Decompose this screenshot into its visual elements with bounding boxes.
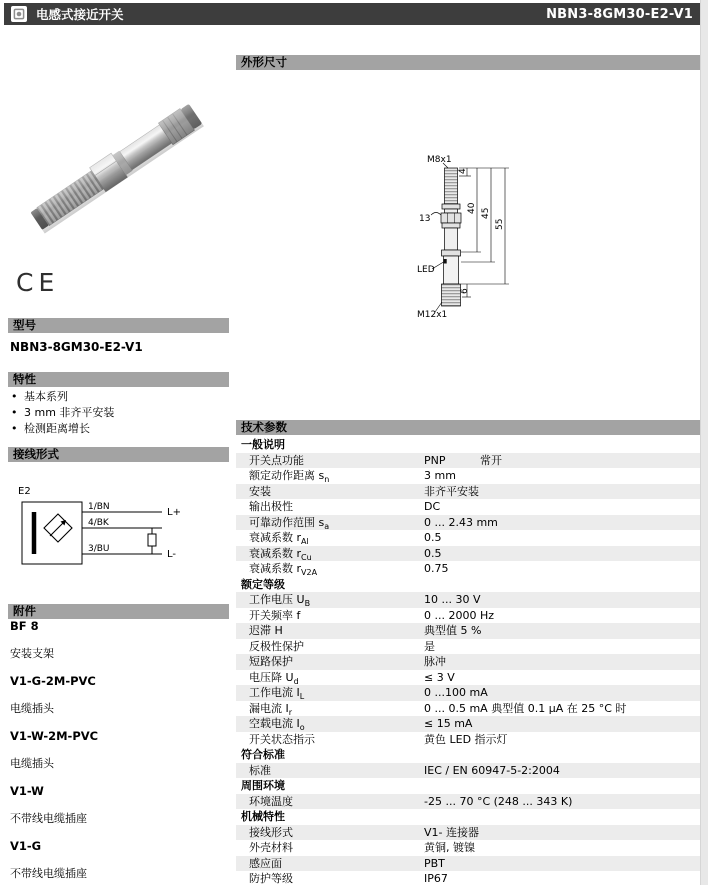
tech-row (236, 685, 701, 701)
tech-row-value: 0 ... 2000 Hz (424, 608, 495, 622)
feature-item (8, 405, 114, 421)
tech-row-label: 开关频率 f (249, 608, 301, 622)
tech-row (236, 794, 701, 810)
tech-row (236, 484, 701, 500)
tech-row-value: 0.5 (424, 531, 442, 544)
section-header-model: 型号 (8, 318, 229, 333)
tech-row (236, 732, 701, 748)
tech-row-label: 衰减系数 $r_{Al}$ (249, 531, 309, 546)
wiring-diagram (12, 464, 217, 594)
tech-row-value: 非齐平安装 (424, 484, 479, 498)
accessory-description: 不带线电缆插座 (10, 811, 87, 825)
bullet-icon: • (11, 406, 18, 419)
tech-row (236, 654, 701, 670)
tech-row-label: 可靠动作范围 $s_a$ (249, 515, 330, 530)
tech-row-label: 短路保护 (249, 655, 293, 668)
dimension-drawing (415, 152, 575, 324)
tech-row (236, 871, 701, 885)
accessory-name: V1-G-2M-PVC (10, 674, 96, 688)
tech-row-label: 额定动作距离 $s_n$ (249, 469, 330, 484)
ce-mark: CE (16, 268, 60, 297)
tech-row-label: 工作电压 $U_B$ (249, 593, 311, 608)
feature-text: 检测距离增长 (24, 422, 90, 435)
feature-item (8, 389, 114, 405)
tech-row-value: ≤ 15 mA (424, 717, 473, 730)
dim-label-m8x1: M8x1 (427, 155, 452, 165)
tech-row (236, 825, 701, 841)
section-header-dimensions: 外形尺寸 (236, 55, 701, 70)
dim-label-45: 45 (481, 207, 491, 219)
accessory-name: BF 8 (10, 619, 39, 633)
tech-row (236, 701, 701, 717)
wiring-pin1-label: 1/BN (88, 502, 110, 512)
tech-row (236, 468, 701, 484)
tech-row (236, 716, 701, 732)
feature-text: 3 mm 非齐平安装 (24, 406, 115, 419)
technical-data-table (236, 437, 701, 885)
tech-row-value: 黄铜, 镀镍 (424, 841, 475, 854)
tech-row-label: 标准 (249, 763, 271, 777)
dim-label-4: 4 (458, 168, 468, 174)
proximity-switch-icon (11, 6, 27, 22)
section-header-accessories: 附件 (8, 604, 229, 619)
tech-row-value: -25 ... 70 °C (248 ... 343 K) (424, 794, 573, 808)
tech-row-value: 脉冲 (424, 655, 446, 668)
tech-row (236, 840, 701, 856)
tech-row-value: 10 ... 30 V (424, 593, 481, 606)
accessory-name: V1-W (10, 784, 44, 798)
tech-row-label: 电压降 $U_d$ (249, 670, 299, 685)
tech-row (236, 608, 701, 624)
dim-label-40: 40 (467, 202, 477, 214)
tech-row-label: 衰减系数 $r_{V2A}$ (249, 562, 318, 577)
wiring-pin2-label: 4/BK (88, 518, 109, 528)
tech-row-value: V1- 连接器 (424, 825, 479, 839)
tech-row-label: 外壳材料 (249, 841, 293, 854)
feature-text: 基本系列 (24, 390, 68, 403)
tech-row-label: 感应面 (249, 856, 282, 870)
tech-row (236, 639, 701, 655)
tech-row-value: 是 (424, 639, 435, 653)
tech-row-label: 环境温度 (249, 794, 293, 808)
tech-row-label: 开关点功能 (249, 453, 304, 467)
accessories-list (10, 619, 98, 885)
tech-row-label: 安装 (249, 484, 271, 498)
dim-label-m12x1: M12x1 (417, 310, 448, 320)
dim-label-55: 55 (495, 218, 505, 230)
page-title: 电感式接近开关 (36, 7, 124, 22)
tech-row-label: 接线形式 (249, 825, 293, 839)
tech-row-value: 0 ...100 mA (424, 686, 488, 699)
tech-row (236, 499, 701, 515)
tech-row (236, 670, 701, 686)
page-edge (700, 0, 708, 885)
dim-label-13: 13 (419, 214, 431, 224)
features-list (8, 389, 114, 437)
tech-row-value: 0 ... 2.43 mm (424, 515, 498, 529)
accessory-name: V1-W-2M-PVC (10, 729, 99, 743)
tech-row-label: 开关状态指示 (249, 732, 315, 746)
model-value: NBN3-8GM30-E2-V1 (10, 340, 143, 354)
feature-item (8, 421, 114, 437)
tech-row-label: 迟滞 H (249, 624, 283, 637)
bullet-icon: • (11, 390, 18, 403)
accessory-description: 安装支架 (10, 646, 54, 660)
dim-label-6: 6 (460, 288, 470, 294)
tech-row-value: 黄色 LED 指示灯 (424, 732, 508, 746)
tech-row (236, 453, 701, 469)
tech-row-label: 工作电流 $I_L$ (249, 686, 305, 701)
bullet-icon: • (11, 422, 18, 435)
accessory-description: 不带线电缆插座 (10, 866, 87, 880)
tech-section-header: 周围环境 (241, 779, 285, 792)
section-header-technical-data: 技术参数 (236, 420, 701, 435)
section-header-features: 特性 (8, 372, 229, 387)
tech-section-header: 额定等级 (241, 577, 285, 591)
tech-row (236, 515, 701, 531)
tech-row-label: 空载电流 $I_o$ (249, 717, 305, 732)
tech-row-label: 衰减系数 $r_{Cu}$ (249, 546, 312, 561)
accessory-name: V1-G (10, 839, 42, 853)
tech-row-value: IEC / EN 60947-5-2:2004 (424, 763, 560, 777)
product-photo (8, 42, 226, 267)
wiring-lminus-label: L- (167, 549, 177, 560)
accessory-description: 电缆插头 (10, 756, 54, 770)
tech-row-label: 防护等级 (249, 872, 293, 885)
tech-section-header: 机械特性 (241, 810, 285, 823)
tech-row-value: 0 ... 0.5 mA 典型值 0.1 μA 在 25 °C 时 (424, 701, 627, 715)
tech-row (236, 546, 701, 562)
tech-row-value: ≤ 3 V (424, 670, 455, 684)
tech-row-value: 0.75 (424, 562, 449, 575)
tech-section-header: 一般说明 (241, 438, 285, 451)
tech-row-label: 漏电流 $I_r$ (249, 701, 293, 716)
tech-row (236, 856, 701, 872)
wiring-pin3-label: 3/BU (88, 544, 110, 554)
tech-row-label: 输出极性 (249, 500, 293, 513)
wiring-lplus-label: L+ (167, 507, 181, 518)
header-bar (4, 3, 700, 25)
tech-row-value: PNP 常开 (424, 453, 502, 467)
tech-row (236, 763, 701, 779)
wiring-label-e2: E2 (18, 486, 31, 497)
tech-row-value: DC (424, 500, 441, 513)
tech-row-value: IP67 (424, 872, 448, 885)
dim-label-led: LED (417, 265, 435, 275)
header-model: NBN3-8GM30-E2-V1 (546, 6, 693, 22)
tech-row-value: PBT (424, 856, 445, 870)
tech-row-label: 反极性保护 (249, 639, 304, 653)
tech-section-header: 符合标准 (241, 748, 285, 761)
tech-row (236, 561, 701, 577)
tech-row (236, 530, 701, 546)
tech-row-value: 3 mm (424, 469, 456, 482)
tech-row-value: 0.5 (424, 546, 442, 560)
tech-row (236, 623, 701, 639)
tech-row (236, 592, 701, 608)
accessory-description: 电缆插头 (10, 701, 54, 715)
tech-row-value: 典型值 5 % (424, 624, 482, 637)
section-header-wiring: 接线形式 (8, 447, 229, 462)
